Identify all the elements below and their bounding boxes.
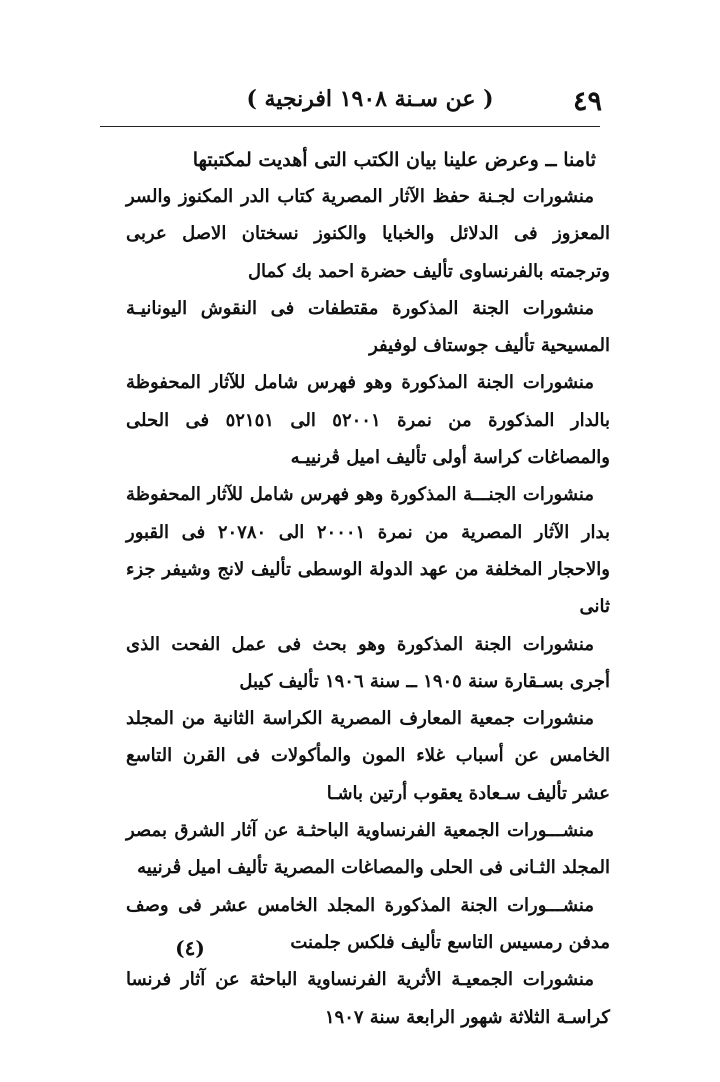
list-item: منشورات الجنة المذكورة وهو بحث فى عمل الفحت الذى أجرى بسـقارة سنة ١٩٠٥ ــ سنة ١٩٠٦ تأليف كيبل [126, 633, 610, 692]
list-item: منشورات الجنـــة المذكورة وهو فهرس شامل للآثار المحفوظة بدار الآثار المصرية من نمرة ٢٠٠٠١ الى ٢٠٧٨٠ فى القبور والاحجار المخلفة من عهد الدولة الوسطى تأليف لانج وشيفر جزء ثانى [126, 484, 611, 618]
section-intro: ثامنا ــ وعرض علينا بيان الكتب التى أهديت لمكتبتها [192, 149, 596, 171]
list-item: منشـــورات الجنة المذكورة المجلد الخامس عشر فى وصف مدفن رمسيس التاسع تأليف فلكس جلمنت [126, 894, 610, 953]
list-item: منشورات الجمعيـة الأثرية الفرنساوية الباحثة عن آثار فرنسا كراسـة الثلاثة شهور الرابعة سنة ١٩٠٧ [126, 969, 610, 1028]
list-item: منشورات جمعية المعارف المصرية الكراسة الثانية من المجلد الخامس عن أسباب غلاء المون والمأكولات فى القرن التاسع عشر تأليف سـعادة يعقوب أرتين باشـا [126, 708, 610, 804]
page-number: ٤٩ [572, 86, 602, 117]
running-title: ( عن سـنة ١٩٠٨ افرنجية ) [246, 86, 494, 112]
header-rule [100, 126, 600, 127]
list-item: منشورات الجنة المذكورة مقتطفات فى النقوش اليونانيـة المسيحية تأليف جوستاف لوفيفر [126, 297, 610, 357]
list-item: منشورات الجنة المذكورة وهو فهرس شامل للآثار المحفوظة بالدار المذكورة من نمرة ٥٢٠٠١ الى ٥٢١٥١ فى الحلى والمصاغات كراسة أولى تأليف اميل ڤرنييـه [126, 372, 610, 469]
signature-mark: (٤) [175, 936, 205, 960]
list-item: منشورات لجـنة حفظ الآثار المصرية كتاب الدر المكنوز والسر المعزوز فى الدلائل والخبايا والكنوز نسختان الاصل عربى وترجمته بالفرنساوى تأليف حضرة احمد بك كمال [126, 186, 610, 282]
list-item: منشـــورات الجمعية الفرنساوية الباحثـة عن آثار الشرق بمصر المجلد الثـانى فى الحلى والمصاغات المصرية تأليف اميل ڤرنييه [126, 820, 610, 879]
publications-list [126, 178, 610, 1036]
